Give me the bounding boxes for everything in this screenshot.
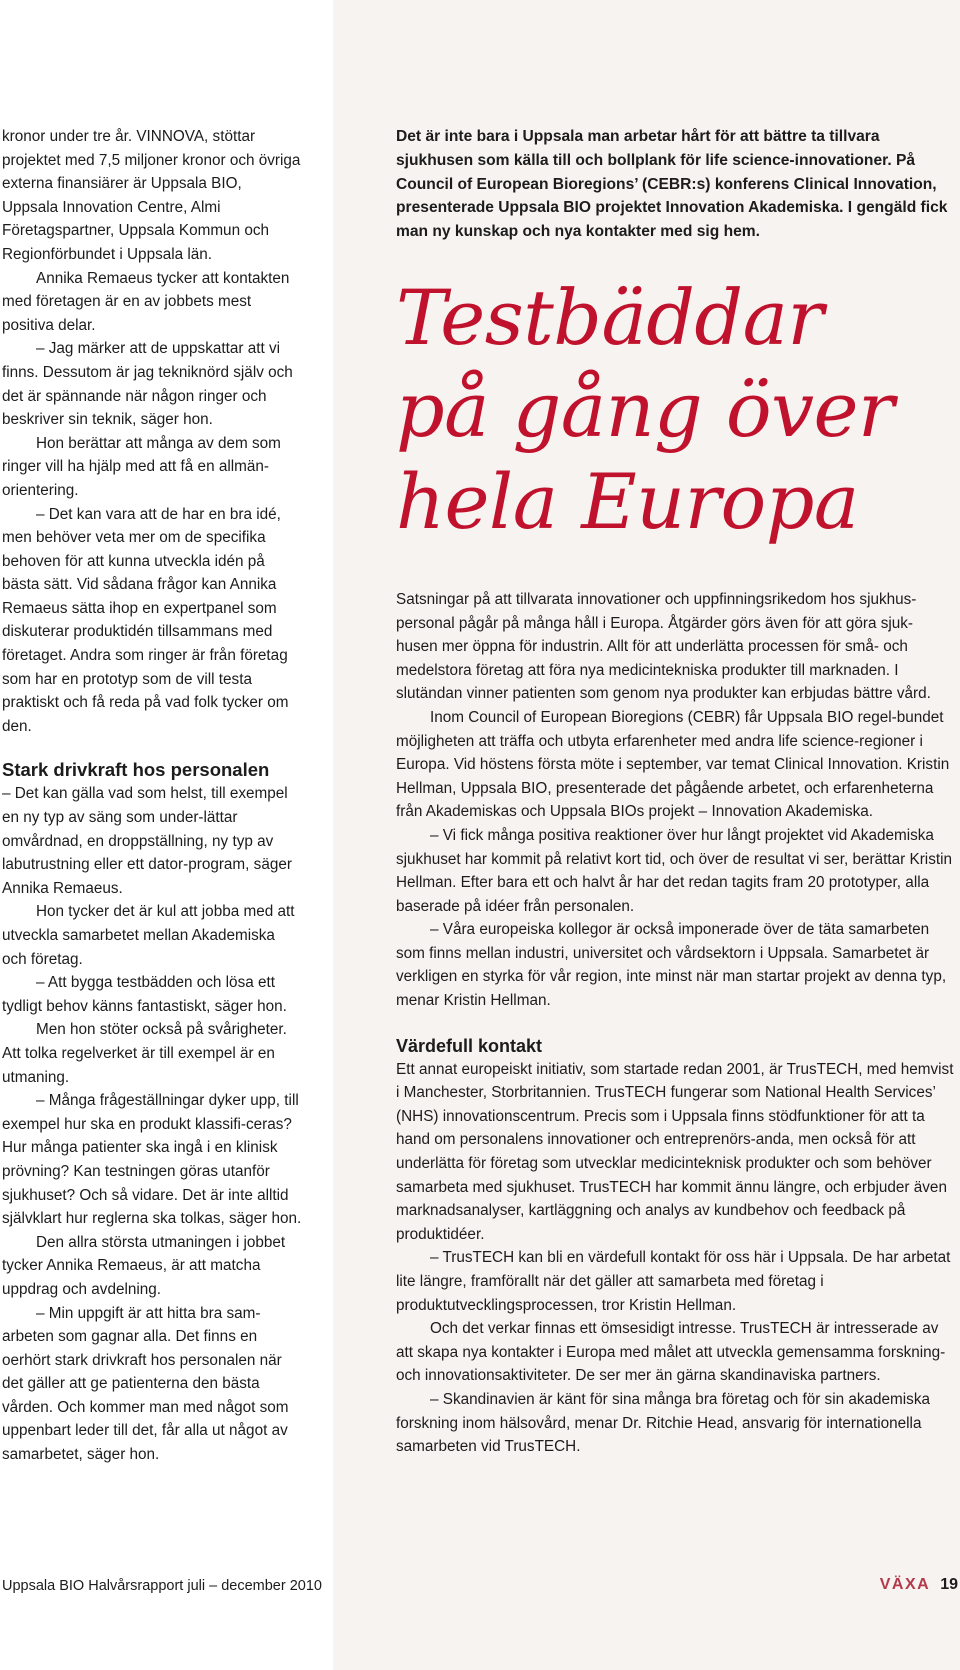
footer-publication: Uppsala BIO Halvårsrapport juli – december 2010 <box>2 1578 322 1594</box>
headline-line: på gång över <box>396 364 894 454</box>
paragraph: – Att bygga testbädden och lösa ett tydligt behov känns fantastiskt, säger hon. <box>2 974 287 1015</box>
headline <box>396 272 954 548</box>
paragraph: Satsningar på att tillvarata innovationer och uppfinningsrikedom hos sjukhus-personal pågår på många håll i Europa. Åtgärder görs även för att göra sjuk-husen mer öppna för industrin. Allt för att underlätta processen för små- och medelstora företag att föra nya medicintekniska produkter till marknaden. I slutändan vinner patienten som genom nya produkter kan erbjudas bättre vård. <box>396 590 931 703</box>
paragraph: – Våra europeiska kollegor är också imponerade över de täta samarbeten som finns mellan industri, universitet och vårdsektorn i Uppsala. Samarbetet är verkligen en styrka för vår region, inte minst när man startar projekt av denna typ, menar Kristin Hellman. <box>396 921 947 1010</box>
paragraph: – Många frågeställningar dyker upp, till exempel hur ska en produkt klassifi-ceras? Hur många patienter ska ingå i en klinisk prövning? Kan testningen göras utanför sjukhuset? Och så vidare. Det är inte alltid självklart hur reglerna ska tolkas, säger hon. <box>2 1092 302 1228</box>
footer-page-marker <box>880 1576 958 1594</box>
paragraph: Men hon stöter också på svårigheter. Att tolka regelverket är till exempel är en utmaning. <box>2 1021 287 1086</box>
headline-line: Testbäddar <box>396 272 824 362</box>
paragraph: kronor under tre år. VINNOVA, stöttar projektet med 7,5 miljoner kronor och övriga externa finansiärer är Uppsala BIO, Uppsala Innovation Centre, Almi Företagspartner, Uppsala Kommun och Regionförbundet i Uppsala län. <box>2 128 301 263</box>
intro-lead: Det är inte bara i Uppsala man arbetar hårt för att bättre ta tillvara sjukhusen som källa till och bollplank för life science-innovationer. På Council of European Bioregions’ (CEBR:s) konferens Clinical Innovation, presenterade Uppsala BIO projektet Innovation Akademiska. I gengäld fick man ny kunskap och nya kontakter med sig hem. <box>396 128 948 241</box>
paragraph: – Jag märker att de uppskattar att vi finns. Dessutom är jag tekniknörd själv och det är spännande när någon ringer och beskriver sin teknik, säger hon. <box>2 340 293 429</box>
headline-line: hela Europa <box>396 456 859 546</box>
left-column <box>2 125 302 1467</box>
paragraph: – Skandinavien är känt för sina många bra företag och för sin akademiska forskning inom hälsovård, menar Dr. Ritchie Head, ansvarig för internationella samarbeten vid TrusTECH. <box>396 1390 930 1456</box>
page-number: 19 <box>940 1576 958 1593</box>
paragraph: – Min uppgift är att hitta bra sam-arbeten som gagnar alla. Det finns en oerhört stark drivkraft hos personalen när det gäller att ge patienterna den bästa vården. Och kommer man med något som uppenbart leder till det, får alla ut något av samarbetet, säger hon. <box>2 1304 289 1464</box>
article-body <box>396 588 954 1459</box>
paragraph: – TrusTECH kan bli en värdefull kontakt för oss här i Uppsala. De har arbetat lite längre, framförallt när det gäller att samarbeta med företag i produktutvecklingsprocessen, tror Kristin Hellman. <box>396 1249 951 1314</box>
paragraph: Inom Council of European Bioregions (CEBR) får Uppsala BIO regel-bundet möjligheten att träffa och utbyta erfarenheter med andra life science-regioner i Europa. Vid höstens första möte i september, var temat Clinical Innovation. Kristin Hellman, Uppsala BIO, presenterade det pågående arbetet, och erfarenheterna från Akademiskas och Uppsala BIOs projekt – Innovation Akademiska. <box>396 708 950 821</box>
right-column <box>396 125 954 1459</box>
section-heading: Värdefull kontakt <box>396 1035 543 1056</box>
paragraph: – Vi fick många positiva reaktioner över hur långt projektet vid Akademiska sjukhuset har kommit på relativt kort tid, och över de resultat vi ser, berättar Kristin Hellman. Efter bara ett och halvt år har det redan tagits fram 20 prototyper, alla baserade på idéer från personalen. <box>396 826 953 915</box>
footer-brand: VÄXA <box>879 1576 931 1593</box>
paragraph: Hon tycker det är kul att jobba med att utveckla samarbetet mellan Akademiska och företag. <box>2 903 295 968</box>
paragraph: Och det verkar finnas ett ömsesidigt intresse. TrusTECH är intresserade av att skapa nya kontakter i Europa med målet att utveckla gemensamma forskning- och innovationsaktiviteter. De ser mer än gärna skandinaviska partners. <box>396 1320 946 1385</box>
paragraph: – Det kan vara att de har en bra idé, men behöver veta mer om de specifika behoven för att kunna utveckla idén på bästa sätt. Vid sådana frågor kan Annika Remaeus sätta ihop en expertpanel som diskuterar produktidén tillsammans med företaget. Andra som ringer är från företag som har en prototyp som de vill testa praktiskt och få reda på vad folk tycker om den. <box>2 505 289 735</box>
paragraph: Ett annat europeiskt initiativ, som startade redan 2001, är TrusTECH, med hemvist i Manchester, Storbritannien. TrusTECH fungerar som National Health Services’ (NHS) innovationscentrum. Precis som i Uppsala finns stödfunktioner för att ta hand om personalens innovationer och entreprenörs-anda, men också för att underlätta för företag som utvecklar medicinteknisk produkter och som behöver samarbeta med sjukhuset. TrusTECH har kommit ännu längre, och erbjuder även marknadsanalyser, kartläggning och analys av kundbehov och feedback på produktidéer. <box>396 1060 954 1243</box>
paragraph: Annika Remaeus tycker att kontakten med företagen är en av jobbets mest positiva delar. <box>2 269 290 334</box>
paragraph: – Det kan gälla vad som helst, till exempel en ny typ av säng som under-lättar omvårdnad, en droppställning, ny typ av labutrustning eller ett dator-program, säger Annika Remaeus. <box>2 785 292 897</box>
paragraph: Hon berättar att många av dem som ringer vill ha hjälp med att få en allmän-orientering. <box>2 434 281 499</box>
paragraph: Den allra största utmaningen i jobbet tycker Annika Remaeus, är att matcha uppdrag och avdelning. <box>2 1233 286 1298</box>
section-heading: Stark drivkraft hos personalen <box>2 759 270 781</box>
